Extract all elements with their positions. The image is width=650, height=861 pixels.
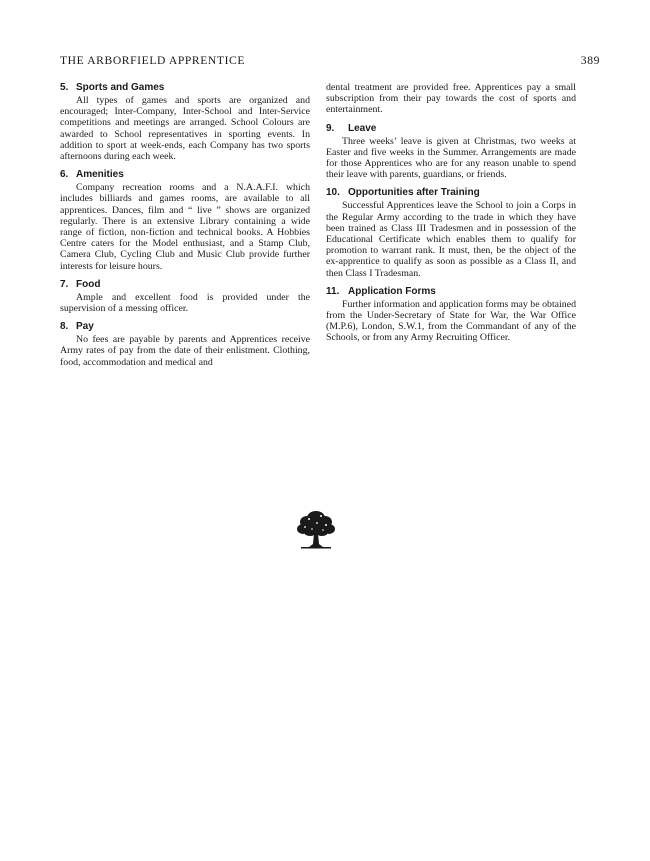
section-leave: [326, 123, 576, 181]
section-heading: [60, 169, 310, 181]
section-sports-and-games: [60, 82, 310, 162]
section-body: Company recreation rooms and a N.A.A.F.I. which includes billiards and games rooms, are available to all apprentices. Dances, film and “ live ” shows are organized regularly. There is an extensive Library containing a wide range of fiction, non-fiction and technical books. A Hobbies Centre caters for the Model enthusiast, and a Stamp Club, Camera Club, Cycling Club and Music Club provide further interests for leisure hours.: [60, 182, 310, 272]
continued-paragraph: dental treatment are provided free. Apprentices pay a small subscription from their pay towards the cost of sports and entertainment.: [326, 82, 576, 116]
section-amenities: [60, 169, 310, 272]
section-heading: [326, 286, 576, 298]
section-title: Sports and Games: [76, 82, 165, 93]
section-heading: [326, 123, 576, 135]
publication-title: THE ARBORFIELD APPRENTICE: [60, 54, 246, 67]
section-heading: [60, 82, 310, 94]
section-body: Further information and application forms may be obtained from the Under-Secretary of State for War, the War Office (M.P.6), London, S.W.1, from the Commandant of any of the Schools, or from any Army Recruiting Officer.: [326, 298, 576, 344]
section-body: No fees are payable by parents and Apprentices receive Army rates of pay from the date of their enlistment. Clothing, food, accommodation and medical and: [60, 334, 310, 368]
section-heading: [326, 187, 576, 199]
section-number: 6.: [60, 169, 69, 181]
section-food: [60, 279, 310, 314]
section-heading: [60, 279, 310, 291]
tree-icon: [295, 507, 337, 551]
section-title: Amenities: [76, 169, 124, 181]
section-title: Opportunities after Training: [348, 187, 480, 199]
running-header: [60, 54, 600, 72]
section-heading: [60, 321, 310, 333]
section-number: 7.: [60, 278, 69, 290]
section-number: 10.: [326, 187, 340, 199]
right-column: [326, 82, 576, 351]
page-number: 389: [580, 54, 600, 67]
section-number: 11.: [326, 285, 340, 297]
section-body: Successful Apprentices leave the School to join a Corps in the Regular Army according to the trade in which they have been trained as Class III Tradesmen and in possession of the Educational Certificate which enables them to qualify for promotion to warrant rank. It must, then, be the object of the ex-apprentice to qualify as soon as possible as a Class II, and then Class I Tradesman.: [326, 200, 576, 279]
section-number: 5.: [60, 82, 69, 93]
section-number: 9.: [326, 122, 335, 134]
section-body: Ample and excellent food is provided under the supervision of a messing officer.: [60, 291, 310, 315]
section-opportunities-after-training: [326, 187, 576, 278]
section-number: 8.: [60, 321, 69, 333]
section-application-forms: [326, 286, 576, 344]
section-body: Three weeks’ leave is given at Christmas, two weeks at Easter and five weeks in the Summer. Arrangements are made for those Apprentices who are for any reason unable to spend their leave with parents, guardians, or friends.: [326, 135, 576, 181]
section-title: Pay: [76, 321, 94, 333]
section-title: Food: [76, 278, 101, 290]
section-title: Leave: [348, 122, 377, 134]
section-pay: [60, 321, 310, 368]
section-pay-continued: [326, 82, 576, 116]
left-column: [60, 82, 310, 375]
section-title: Application Forms: [348, 285, 436, 297]
section-body: All types of games and sports are organized and encouraged; Inter-Company, Inter-School and Inter-Service competitions and meetings are arranged. School Colours are awarded to School representatives in sporting events. In addition to sport at week-ends, each Company has two sports afternoons during each week.: [60, 95, 310, 163]
